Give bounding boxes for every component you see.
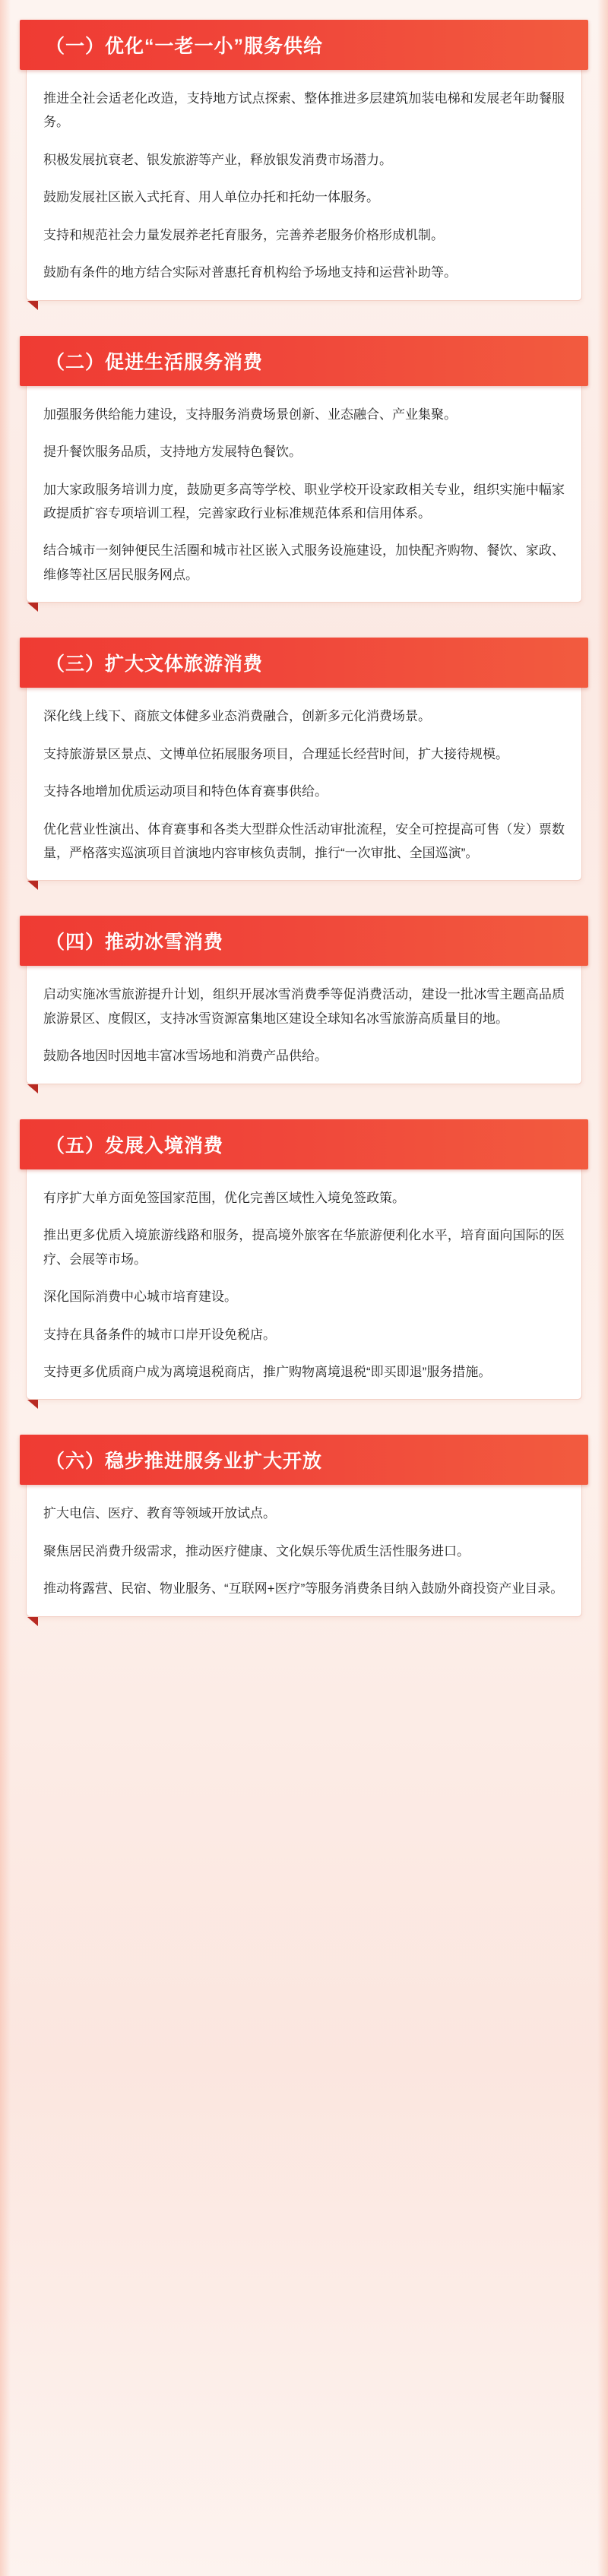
section-5 [20,1119,588,1400]
paragraph: 启动实施冰雪旅游提升计划，组织开展冰雪消费季等促消费活动，建设一批冰雪主题高品质旅游景区、度假区，支持冰雪资源富集地区建设全球知名冰雪旅游高质量目的地。 [43,987,565,1026]
paragraph: 深化国际消费中心城市培育建设。 [43,1290,237,1305]
section-2-banner-tail [27,603,38,612]
paragraph: 有序扩大单方面免签国家范围，优化完善区域性入境免签政策。 [43,1190,405,1205]
section-5-body [26,1169,582,1400]
section-3-heading: （三）扩大文体旅游消费 [20,638,588,688]
paragraph: 鼓励各地因时因地丰富冰雪场地和消费产品供给。 [43,1049,328,1064]
section-1-heading: （一）优化“一老一小”服务供给 [20,20,588,70]
paragraph: 支持旅游景区景点、文博单位拓展服务项目，合理延长经营时间，扩大接待规模。 [43,746,508,761]
section-4-heading: （四）推动冰雪消费 [20,916,588,966]
paragraph: 聚焦居民消费升级需求，推动医疗健康、文化娱乐等优质生活性服务进口。 [43,1543,470,1559]
paragraph: 优化营业性演出、体育赛事和各类大型群众性活动审批流程，安全可控提高可售（发）票数量，严格落实巡演项目首演地内容审核负责制，推行“一次审批、全国巡演”。 [43,821,565,860]
section-2 [20,336,588,603]
paragraph: 结合城市一刻钟便民生活圈和城市社区嵌入式服务设施建设，加快配齐购物、餐饮、家政、维修等社区居民服务网点。 [43,543,565,582]
paragraph: 鼓励发展社区嵌入式托育、用人单位办托和托幼一体服务。 [43,190,379,205]
section-3-banner-tail [27,881,38,890]
paragraph: 提升餐饮服务品质，支持地方发展特色餐饮。 [43,445,302,460]
section-4-body [26,966,582,1084]
section-3-body [26,688,582,881]
section-6 [20,1435,588,1616]
section-2-heading: （二）促进生活服务消费 [20,336,588,386]
section-4-banner-tail [27,1084,38,1093]
section-6-banner-tail [27,1617,38,1626]
section-4 [20,916,588,1084]
paragraph: 支持在具备条件的城市口岸开设免税店。 [43,1327,276,1342]
section-3 [20,638,588,881]
section-5-heading: （五）发展入境消费 [20,1119,588,1169]
paragraph: 推进全社会适老化改造，支持地方试点探索、整体推进多层建筑加装电梯和发展老年助餐服务。 [43,91,565,130]
section-5-banner-tail [27,1400,38,1409]
paragraph: 扩大电信、医疗、教育等领域开放试点。 [43,1506,276,1521]
paragraph: 支持更多优质商户成为离境退税商店，推广购物离境退税“即买即退”服务措施。 [43,1364,492,1379]
paragraph: 推出更多优质入境旅游线路和服务，提高境外旅客在华旅游便利化水平，培育面向国际的医疗、会展等市场。 [43,1228,565,1267]
paragraph: 加大家政服务培训力度，鼓励更多高等学校、职业学校开设家政相关专业，组织实施中幅家政提质扩容专项培训工程，完善家政行业标准规范体系和信用体系。 [43,482,565,521]
paragraph: 深化线上线下、商旅文体健多业态消费融合，创新多元化消费场景。 [43,709,431,724]
section-2-body [26,386,582,603]
section-1 [20,20,588,301]
paragraph: 积极发展抗衰老、银发旅游等产业，释放银发消费市场潜力。 [43,152,392,167]
paragraph: 支持各地增加优质运动项目和特色体育赛事供给。 [43,784,328,799]
section-1-body [26,70,582,301]
paragraph: 推动将露营、民宿、物业服务、“互联网+医疗”等服务消费条目纳入鼓励外商投资产业目录。 [43,1581,564,1597]
section-1-banner-tail [27,301,38,310]
section-6-body [26,1485,582,1616]
paragraph: 鼓励有条件的地方结合实际对普惠托育机构给予场地支持和运营补助等。 [43,265,457,280]
paragraph: 支持和规范社会力量发展养老托育服务，完善养老服务价格形成机制。 [43,227,444,242]
paragraph: 加强服务供给能力建设，支持服务消费场景创新、业态融合、产业集聚。 [43,407,457,422]
section-6-heading: （六）稳步推进服务业扩大开放 [20,1435,588,1485]
